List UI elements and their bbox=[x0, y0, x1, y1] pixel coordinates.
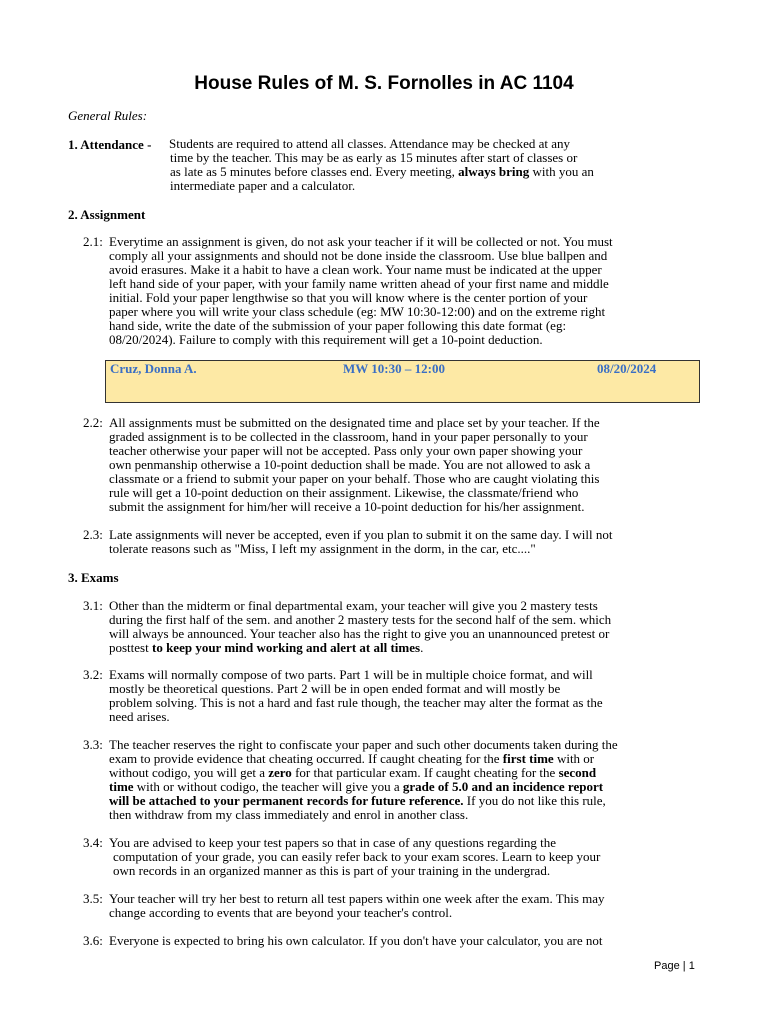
page-label: Page bbox=[654, 960, 680, 972]
attendance-text: Students are required to attend all classes. Attendance may be checked at any time by the teacher. This may be as early as 15 minutes after start of classes or as late as 5 minutes before classes end. Every meeting, always bring with you an intermediate paper and a calculator. bbox=[169, 136, 594, 193]
general-rules-label: General Rules: bbox=[68, 108, 148, 123]
rule-2-3-text: Late assignments will never be accepted, even if you plan to submit it on the same day. I will not tolerate reasons such as "Miss, I left my assignment in the dorm, in the car, etc...." bbox=[109, 527, 613, 556]
rule-3-4-text: You are advised to keep your test papers so that in case of any questions regarding the computation of your grade, you can easily refer back to your exam scores. Learn to keep your own records in an organized manner as this is part of your training in the undergrad. bbox=[109, 835, 601, 878]
page-number: 1 bbox=[688, 960, 695, 972]
assignment-heading: 2. Assignment bbox=[68, 207, 146, 222]
rule-number: 3.2: bbox=[83, 667, 103, 682]
rule-number: 2.2: bbox=[83, 415, 103, 430]
rule-3-6-text: Everyone is expected to bring his own calculator. If you don't have your calculator, you are not bbox=[109, 933, 603, 948]
example-date: 08/20/2024 bbox=[597, 361, 657, 376]
rule-number: 3.6: bbox=[83, 933, 103, 948]
rule-3-3-text: The teacher reserves the right to confiscate your paper and such other documents taken during the exam to provide evidence that cheating occurred. If caught cheating for the first time with or without codigo, you will get a zero for that particular exam. If caught cheating for the second time with or without codigo, the teacher will give you a grade of 5.0 and an incidence report will be attached to your permanent records for future reference. If you do not like this rule, then withdraw from my class immediately and enrol in another class. bbox=[109, 737, 618, 822]
example-schedule: MW 10:30 – 12:00 bbox=[343, 361, 445, 376]
rule-3-2-text: Exams will normally compose of two parts. Part 1 will be in multiple choice format, and will mostly be theoretical questions. Part 2 will be in open ended format and will mostly be problem solving. This is not a hard and fast rule though, the teacher may alter the format as the need arises. bbox=[109, 667, 603, 724]
rule-number: 3.4: bbox=[83, 835, 103, 850]
rule-2-2-text: All assignments must be submitted on the designated time and place set by your teacher. If the graded assignment is to be collected in the classroom, hand in your paper personally to your teacher otherwise your paper will not be accepted. Pass only your own paper showing your own penmanship otherwise a 10-point deduction shall be made. You are not allowed to ask a classmate or a friend to submit your paper on your behalf. Those who are caught violating this rule will get a 10-point deduction on their assignment. Likewise, the classmate/friend who submit the assignment for him/her will receive a 10-point deduction for his/her assignment. bbox=[109, 415, 600, 514]
page-title: House Rules of M. S. Fornolles in AC 1104 bbox=[194, 73, 574, 94]
rule-number: 2.1: bbox=[83, 234, 103, 249]
example-name: Cruz, Donna A. bbox=[110, 361, 197, 376]
rule-3-1-text: Other than the midterm or final departmental exam, your teacher will give you 2 mastery tests during the first half of the sem. and another 2 mastery tests for the second half of the sem. which will always be announced. Your teacher also has the right to give you an unannounced pretest or posttest to keep your mind working and alert at all times. bbox=[109, 598, 612, 655]
rule-2-1-text: Everytime an assignment is given, do not ask your teacher if it will be collected or not. You must comply all your assignments and should not be done inside the classroom. Use blue ballpen and avoid erasures. Make it a habit to have a clean work. Your name must be indicated at the upper left hand side of your paper, with your family name written ahead of your first name and middle initial. Fold your paper lengthwise so that you will know where is the center portion of your paper where you will write your class schedule (eg: MW 10:30-12:00) and on the extreme right hand side, write the date of the submission of your paper following this date format (eg: 08/20/2024). Failure to comply with this requirement will get a 10-point deduction. bbox=[109, 234, 613, 347]
rule-number: 3.5: bbox=[83, 891, 103, 906]
rule-number: 3.3: bbox=[83, 737, 103, 752]
rule-3-5-text: Your teacher will try her best to return all test papers within one week after the exam. This may change according to events that are beyond your teacher's control. bbox=[109, 891, 605, 920]
exams-heading: 3. Exams bbox=[68, 570, 119, 585]
attendance-label: 1. Attendance - bbox=[68, 137, 152, 152]
page-separator: | bbox=[682, 960, 686, 972]
rule-number: 2.3: bbox=[83, 527, 103, 542]
page-footer bbox=[654, 960, 695, 972]
rule-number: 3.1: bbox=[83, 598, 103, 613]
